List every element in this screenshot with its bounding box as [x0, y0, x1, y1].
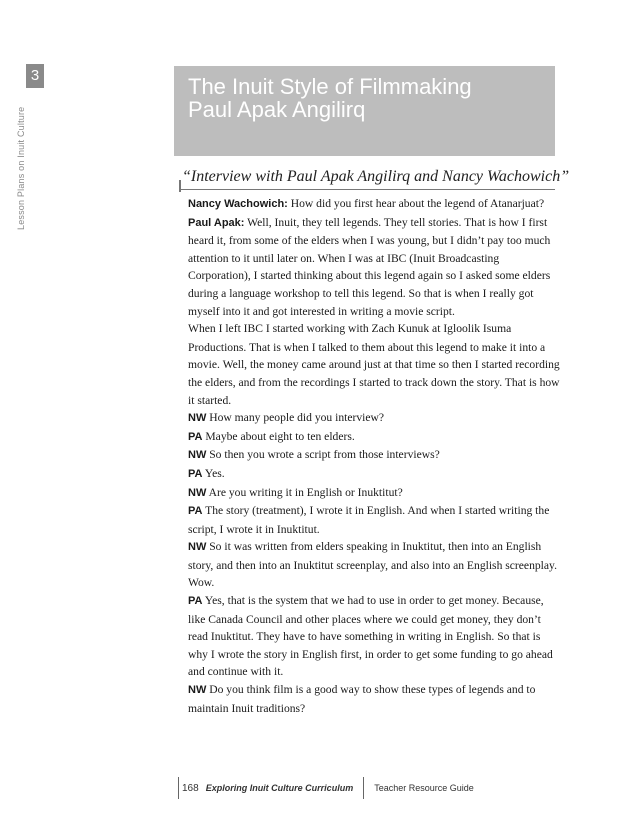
paragraph-text: How did you first hear about the legend of Atanarjuat?	[287, 197, 545, 210]
paragraph-text: Do you think film is a good way to show these types of legends and to maintain Inuit traditions?	[188, 683, 536, 715]
title-banner	[174, 66, 555, 156]
speaker-label: PA	[188, 595, 203, 608]
speaker-label: PA	[188, 430, 203, 443]
chapter-number-tab: 3	[26, 64, 44, 88]
paragraph-text: So it was written from elders speaking in Inuktitut, then into an English story, and then into an Inuktitut screenplay, and also into an English screenplay. Wow.	[188, 540, 557, 590]
paragraph-text: Yes, that is the system that we had to use in order to get money. Because, like Canada Council and other places where we could get money, they don’t read Inuktitut. They have to have something in writing in English. So that is why I wrote the story in English first, in order to get some funding to go ahead and continue with it.	[188, 594, 553, 679]
interview-body	[188, 195, 560, 717]
speaker-label: Nancy Wachowich:	[188, 198, 288, 210]
article-title-rule	[179, 180, 181, 192]
speaker-label: NW	[188, 684, 207, 697]
page-title-line2: Paul Apak Angilirq	[188, 97, 366, 122]
interview-paragraph	[188, 409, 560, 428]
curriculum-title: Exploring Inuit Culture Curriculum	[205, 783, 354, 793]
speaker-label: Paul Apak:	[188, 216, 245, 229]
paragraph-text: Well, Inuit, they tell legends. They tell stories. That is how I first heard it, from some of the elders when I was young, but I didn’t pay too much attention to it until later on. When I was at IBC (Inuit Broadcasting Corporation), I started thinking about this legend again so I asked some elders during a language workshop to tell this legend. So that is when I really got myself into it and got interested in writing a movie script.	[188, 215, 551, 318]
speaker-label: NW	[188, 486, 207, 499]
page-footer	[178, 777, 474, 799]
interview-paragraph	[188, 195, 560, 214]
paragraph-text: So then you wrote a script from those interviews?	[206, 448, 440, 462]
paragraph-text: The story (treatment), I wrote it in English. And when I started writing the script, I wrote it in Inuktitut.	[188, 504, 550, 536]
speaker-label: NW	[188, 449, 207, 462]
interview-paragraph	[188, 484, 560, 503]
interview-paragraph	[188, 465, 560, 484]
interview-paragraph	[188, 214, 560, 321]
article-title-underline	[179, 189, 555, 190]
paragraph-text: How many people did you interview?	[206, 411, 385, 425]
page-number: 168	[182, 782, 199, 794]
interview-paragraph	[188, 320, 560, 409]
article-title: “Interview with Paul Apak Angilirq and Nancy Wachowich”	[182, 168, 570, 185]
speaker-label: NW	[188, 412, 207, 425]
paragraph-text: Maybe about eight to ten elders.	[202, 429, 355, 443]
interview-paragraph	[188, 592, 560, 681]
speaker-label: NW	[188, 541, 207, 554]
page-title-line1: The Inuit Style of Filmmaking	[188, 74, 472, 99]
interview-paragraph	[188, 681, 560, 717]
speaker-label: PA	[188, 505, 203, 518]
interview-paragraph	[188, 538, 560, 592]
sidebar-vertical-label: Lesson Plans on Inuit Culture	[16, 106, 26, 230]
interview-paragraph	[188, 428, 560, 447]
paragraph-text: When I left IBC I started working with Zach Kunuk at Igloolik Isuma Productions. That is when I talked to them about this legend to make it into a movie. Well, the money came around just at that time so then I started recording the elders, and from the recordings I started to track down the story. That is how it started.	[188, 322, 560, 407]
interview-paragraph	[188, 446, 560, 465]
paragraph-text: Yes.	[202, 466, 225, 480]
speaker-label: PA	[188, 467, 203, 480]
interview-paragraph	[188, 502, 560, 538]
guide-label: Teacher Resource Guide	[374, 783, 474, 793]
paragraph-text: Are you writing it in English or Inuktitut?	[206, 485, 403, 499]
